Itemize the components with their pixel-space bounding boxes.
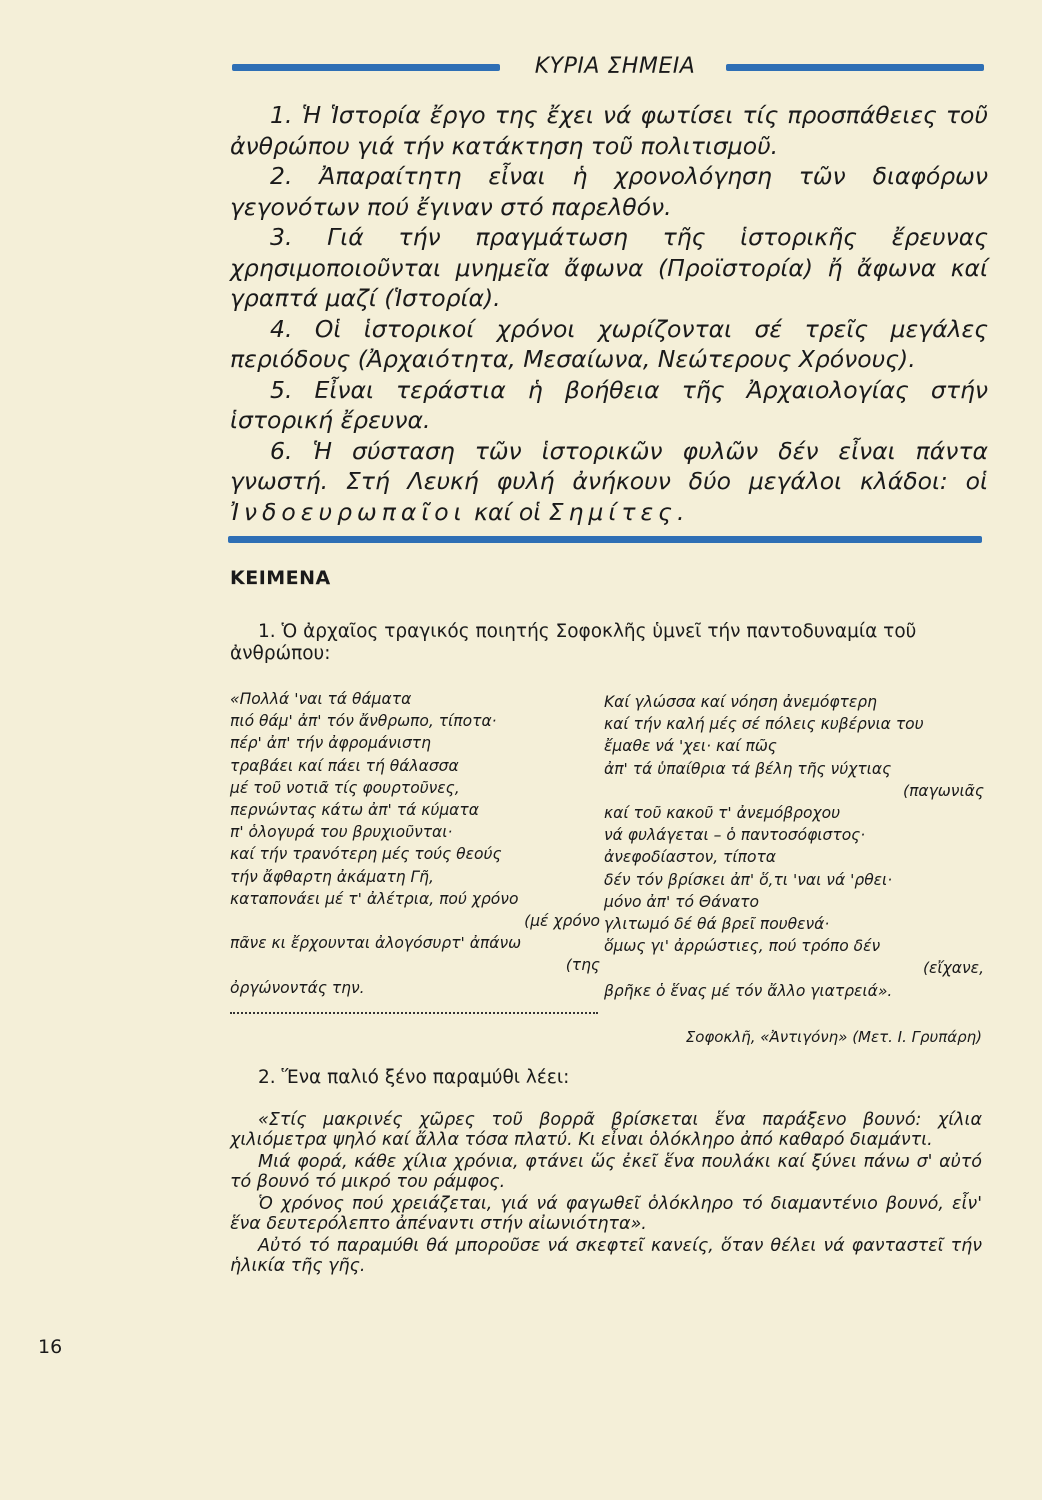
key-points-list xyxy=(230,100,988,527)
texts-heading: ΚΕΙΜΕΝΑ xyxy=(230,567,331,589)
poem-line: π' ὁλογυρά του βρυχιοῦνται· xyxy=(230,823,453,842)
poem-line-continuation: (εἴχανε, xyxy=(922,959,984,978)
page-number: 16 xyxy=(38,1336,63,1358)
ellipsis-dots xyxy=(230,1004,598,1014)
key-point-6-end: . xyxy=(676,497,685,526)
section-divider xyxy=(228,536,982,543)
poem-line-continuation: (της xyxy=(565,956,600,975)
tale-text xyxy=(230,1110,982,1278)
poem-line-continuation: (μέ χρόνο xyxy=(524,912,600,931)
poem-line: πᾶνε κι ἔρχουνται ἀλογόσυρτ' ἀπάνω xyxy=(230,934,522,953)
poem-line-continuation: (παγωνιᾶς xyxy=(903,781,984,800)
poem-source: Σοφοκλῆ, «Ἀντιγόνη» (Μετ. Ι. Γρυπάρη) xyxy=(685,1028,982,1046)
header-rule-left xyxy=(232,64,500,71)
poem-line: ἀνεφοδίαστον, τίποτα xyxy=(604,848,776,867)
poem-line: ἔμαθε νά 'χει· καί πῶς xyxy=(604,737,777,756)
section-title: ΚΥΡΙΑ ΣΗΜΕΙΑ xyxy=(534,54,696,79)
key-point-6 xyxy=(230,436,988,528)
tale-paragraph: «Στίς μακρινές χῶρες τοῦ βορρᾶ βρίσκεται ἕνα παράξενο βουνό: χίλια χιλιόμετρα ψηλό καί ἄλλα τόσα πλατύ. Κι εἶναι ὁλόκληρο ἀπό καθαρό διαμάντι. xyxy=(230,1110,982,1150)
poem-line: καί τήν τρανότερη μές τούς θεούς xyxy=(230,845,502,864)
poem-line: τραβάει καί πάει τή θάλασσα xyxy=(230,756,459,775)
indo-europeans-term: Ἰνδοευρωπαῖοι xyxy=(230,497,467,526)
poem-line: πιό θάμ' ἀπ' τόν ἄνθρωπο, τίποτα· xyxy=(230,712,497,731)
text2-intro: 2. Ἕνα παλιό ξένο παραμύθι λέει: xyxy=(258,1067,570,1088)
tale-paragraph: Αὐτό τό παραμύθι θά μποροῦσε νά σκεφτεῖ κανείς, ὅταν θέλει νά φανταστεῖ τήν ἡλικία τῆς γῆς. xyxy=(230,1236,982,1276)
key-point-6-text: 6. Ἡ σύσταση τῶν ἱστορικῶν φυλῶν δέν εἶναι πάντα γνωστή. Στή Λευκή φυλή ἀνήκουν δύο μεγάλοι κλάδοι: οἱ xyxy=(230,436,988,495)
key-point-3: 3. Γιά τήν πραγμάτωση τῆς ἱστορικῆς ἔρευνας χρησιμοποιοῦνται μνημεῖα ἄφωνα (Προϊστορία) ἤ ἄφωνα καί γραπτά μαζί (Ἱστορία). xyxy=(230,223,988,312)
key-point-1: 1. Ἡ Ἱστορία ἔργο της ἔχει νά φωτίσει τίς προσπάθειες τοῦ ἀνθρώπου γιά τήν κατάκτηση τοῦ πολιτισμοῦ. xyxy=(230,101,988,160)
tale-paragraph: Ὁ χρόνος πού χρειάζεται, γιά νά φαγωθεῖ ὁλόκληρο τό διαμαντένιο βουνό, εἶν' ἕνα δευτερόλεπτο ἀπέναντι στήν αἰωνιότητα». xyxy=(230,1194,982,1234)
poem-line: Καί γλώσσα καί νόηση ἀνεμόφτερη xyxy=(604,693,877,711)
poem-line: γλιτωμό δέ θά βρεῖ πουθενά· xyxy=(604,915,830,934)
poem-line: τήν ἄφθαρτη ἀκάματη Γῆ, xyxy=(230,867,434,886)
poem-line: καί τήν καλή μές σέ πόλεις κυβέρνια του xyxy=(604,715,924,734)
key-point-4: 4. Οἱ ἱστορικοί χρόνοι χωρίζονται σέ τρεῖς μεγάλες περιόδους (Ἀρχαιότητα, Μεσαίωνα, Νεώτερους Χρόνους). xyxy=(230,314,988,373)
poem-line: πέρ' ἀπ' τήν ἀφρομάνιστη xyxy=(230,734,431,753)
text1-intro xyxy=(230,621,984,665)
semites-term: Σημίτες xyxy=(548,497,677,526)
key-point-2: 2. Ἀπαραίτητη εἶναι ἡ χρονολόγηση τῶν διαφόρων γεγονότων πού ἔγιναν στό παρελθόν. xyxy=(230,162,988,221)
poem-line: καί τοῦ κακοῦ τ' ἀνεμόβροχου xyxy=(604,804,841,823)
section-header xyxy=(232,54,984,86)
poem-line: βρῆκε ὁ ἕνας μέ τόν ἄλλο γιατρειά». xyxy=(604,981,893,1000)
poem-line: ἀπ' τά ὑπαίθρια τά βέλη τῆς νύχτιας xyxy=(604,759,892,778)
header-rule-right xyxy=(726,64,984,71)
poem-line: «Πολλά 'ναι τά θάματα xyxy=(230,690,412,708)
poem-line: ὀργώνοντάς την. xyxy=(230,978,365,997)
text1-intro-text: 1. Ὁ ἀρχαῖος τραγικός ποιητής Σοφοκλῆς ὑμνεῖ τήν παντοδυναμία τοῦ ἀνθρώπου: xyxy=(230,621,917,664)
poem-line: περνώντας κάτω ἀπ' τά κύματα xyxy=(230,801,479,820)
key-point-6-mid: καί οἱ xyxy=(466,497,549,526)
poem-left-column xyxy=(230,688,600,999)
poem-line: δέν τόν βρίσκει ἀπ' ὅ,τι 'ναι νά 'ρθει· xyxy=(604,870,893,889)
poem-line: μόνο ἀπ' τό Θάνατο xyxy=(604,892,759,911)
poem-line: ὅμως γι' ἀρρώστιες, πού τρόπο δέν xyxy=(604,937,881,956)
poem-line: νά φυλάγεται – ὁ παντοσόφιστος· xyxy=(604,826,866,845)
poem-line: μέ τοῦ νοτιᾶ τίς φουρτοῦνες, xyxy=(230,778,460,797)
poem-right-column xyxy=(604,691,984,1002)
poem-line: καταπονάει μέ τ' ἀλέτρια, πού χρόνο xyxy=(230,889,519,908)
tale-paragraph: Μιά φορά, κάθε χίλια χρόνια, φτάνει ὥς ἐκεῖ ἕνα πουλάκι καί ξύνει πάνω σ' αὐτό τό βουνό τό μικρό του ράμφος. xyxy=(230,1152,982,1192)
key-point-5: 5. Εἶναι τεράστια ἡ βοήθεια τῆς Ἀρχαιολογίας στήν ἱστορική ἔρευνα. xyxy=(230,375,988,434)
